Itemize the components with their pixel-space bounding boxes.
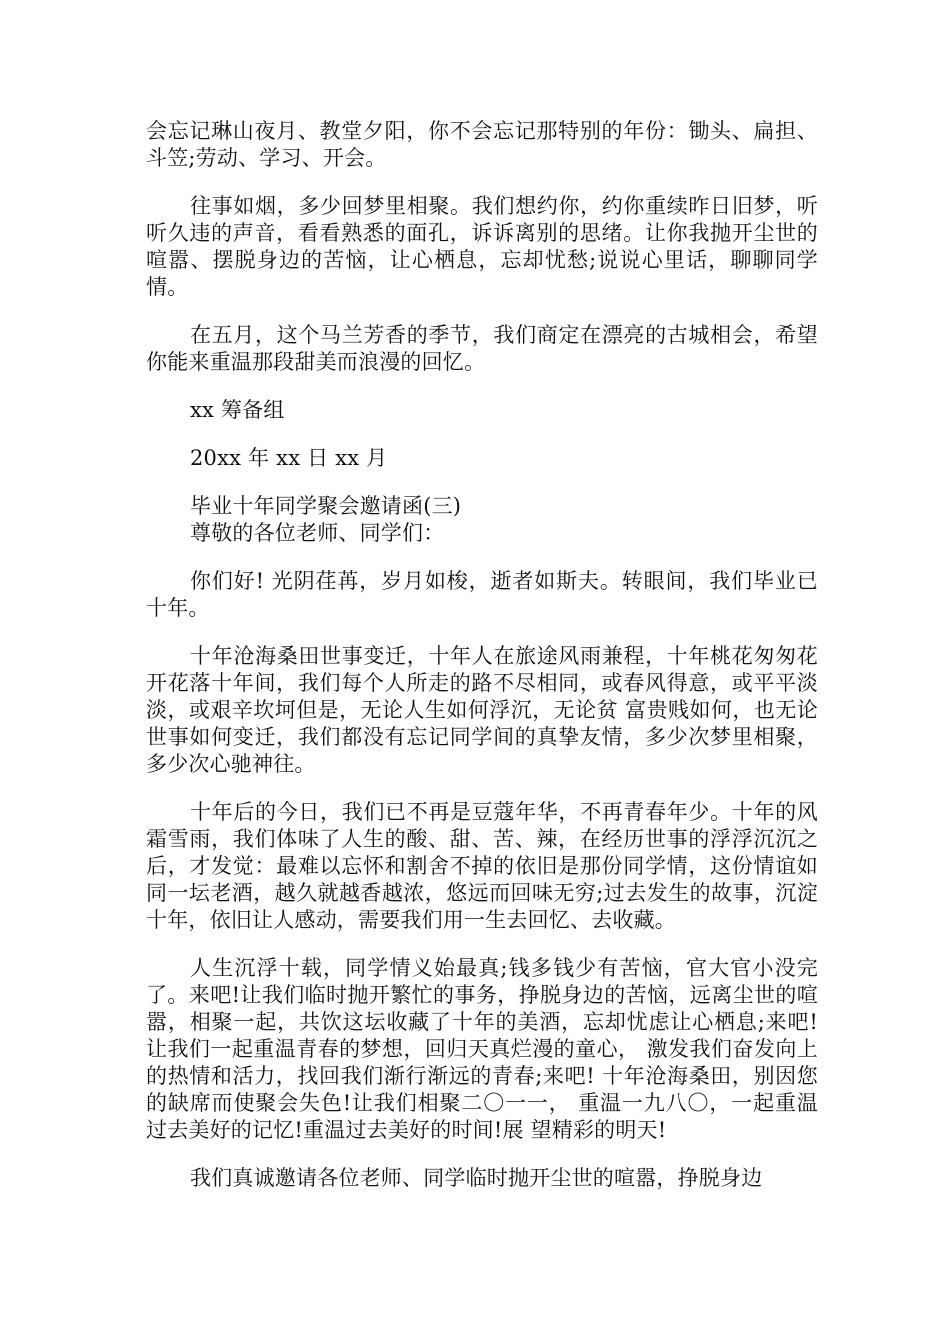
paragraph-7: 人生沉浮十载，同学情义始最真;钱多钱少有苦恼，官大官小没完了。来吧!让我们临时抛开繁忙的事务，挣脱身边的苦恼，远离尘世的喧嚣，相聚一起，共饮这坛收藏了十年的美酒，忘却忧虑让心栖息;来吧!让我们一起重温青春的梦想，回归天真烂漫的童心， 激发我们奋发向上的热情和活力，找回我们渐行渐远的青春;来吧! 十年沧海桑田，别因您的缺席而使聚会失色!让我们相聚二〇一一， 重温一九八〇，一起重温过去美好的记忆!重温过去美好的时间!展 望精彩的明天! bbox=[146, 956, 818, 1142]
paragraph-8: 我们真诚邀请各位老师、同学临时抛开尘世的喧嚣，挣脱身边 bbox=[190, 1166, 763, 1190]
paragraph-6: 十年后的今日，我们已不再是豆蔻年华，不再青春年少。十年的风霜雪雨，我们体味了人生的酸、甜、苦、辣，在经历世事的浮浮沉沉之后，才发觉：最难以忘怀和割舍不掉的依旧是那份同学情，这份情谊如同一坛老酒，越久就越香越浓，悠远而回味无穷;过去发生的故事，沉淀十年，依旧让人感动，需要我们用一生去回忆、去收藏。 bbox=[146, 800, 818, 932]
paragraph-5: 十年沧海桑田世事变迁，十年人在旅途风雨兼程，十年桃花匆匆花开花落十年间，我们每个人所走的路不尽相同，或春风得意，或平平淡淡，或艰辛坎坷但是，无论人生如何浮沉，无论贫 富贵贱如何，也无论世事如何变迁，我们都没有忘记同学间的真挚友情，多少次梦里相聚，多少次心驰神往。 bbox=[146, 644, 818, 776]
signature-line: xx 筹备组 bbox=[190, 398, 285, 422]
salutation: 尊敬的各位老师、同学们： bbox=[190, 521, 445, 545]
document-body bbox=[146, 118, 818, 1192]
paragraph-2: 往事如烟，多少回梦里相聚。我们想约你，约你重续昨日旧梦，听听久违的声音，看看熟悉的面孔，诉诉离别的思绪。让你我抛开尘世的喧嚣、摆脱身边的苦恼，让心栖息，忘却忧愁;说说心里话，聊聊同学情。 bbox=[146, 194, 818, 299]
letter-title: 毕业十年同学聚会邀请函(三) bbox=[190, 494, 462, 518]
paragraph-4: 你们好! 光阴荏苒，岁月如梭，逝者如斯夫。转眼间，我们毕业已十年。 bbox=[146, 569, 818, 620]
date-line: 20xx 年 xx 日 xx 月 bbox=[190, 446, 388, 470]
paragraph-3: 在五月，这个马兰芳香的季节，我们商定在漂亮的古城相会，希望你能来重温那段甜美而浪漫的回忆。 bbox=[146, 323, 818, 374]
paragraph-1: 会忘记琳山夜月、教堂夕阳，你不会忘记那特别的年份：锄头、扁担、斗笠;劳动、学习、开会。 bbox=[146, 119, 818, 170]
